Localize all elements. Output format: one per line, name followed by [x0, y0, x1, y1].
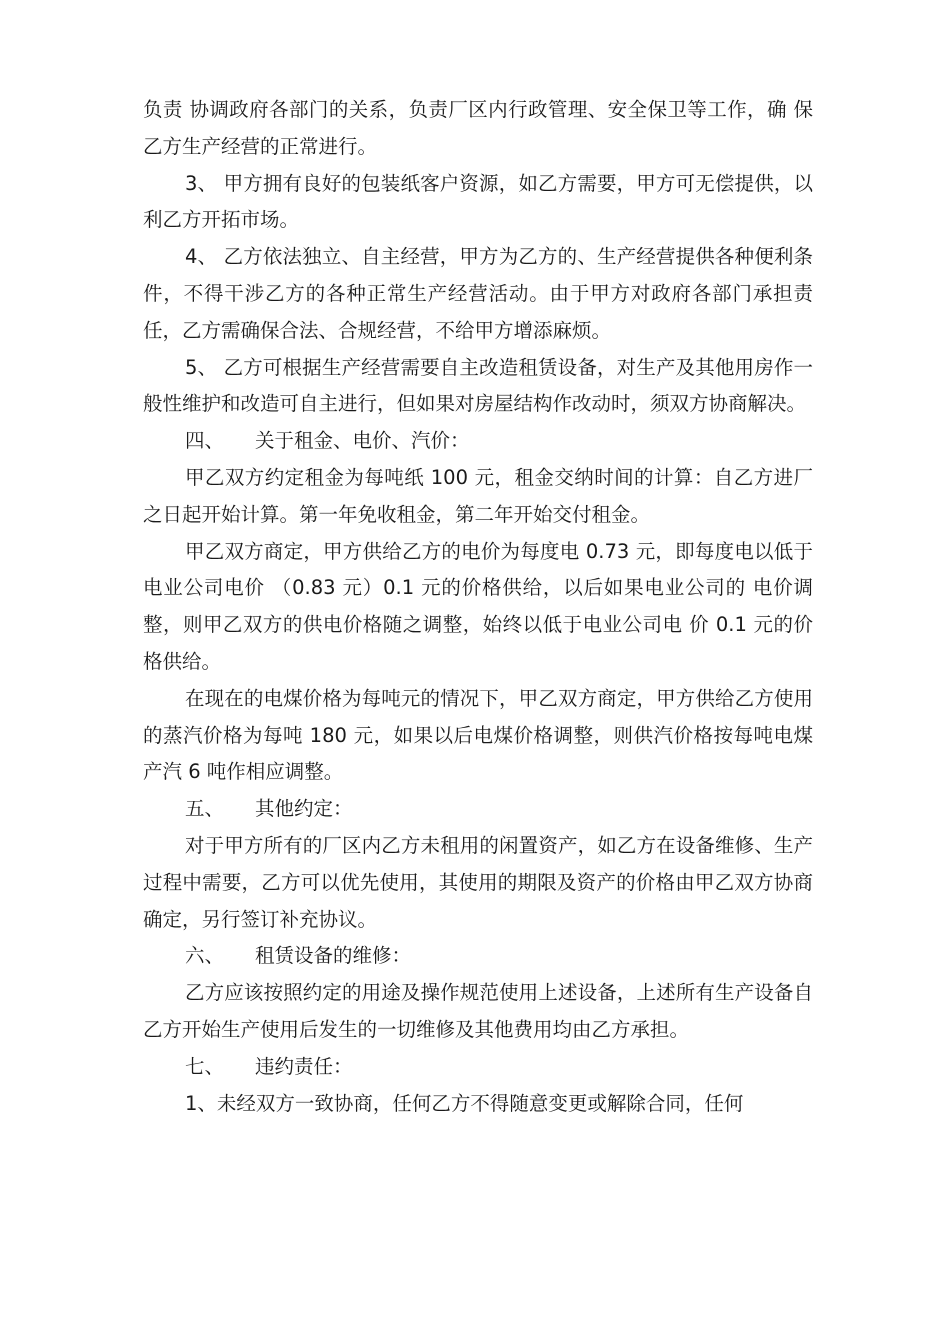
paragraph-clause-3: 3、 甲方拥有良好的包装纸客户资源，如乙方需要，甲方可无偿提供，以利乙方开拓市场。 — [143, 171, 813, 232]
section-heading-equipment-maintenance: 六、 租赁设备的维修： — [185, 944, 411, 968]
paragraph-rent: 甲乙双方约定租金为每吨纸 100 元，租金交纳时间的计算：自乙方进厂之日起开始计算。第一年免收租金，第二年开始交付租金。 — [143, 465, 813, 526]
document-body — [143, 92, 813, 1122]
section-heading-liability: 七、 违约责任： — [185, 1054, 353, 1078]
paragraph-p1: 负责 协调政府各部门的关系，负责厂区内行政管理、安全保卫等工作，确 保乙方生产经营的正常进行。 — [143, 98, 813, 158]
paragraph-liability-1: 1、未经双方一致协商，任何乙方不得随意变更或解除合同，任何 — [185, 1091, 744, 1115]
paragraph-idle-assets: 对于甲方所有的厂区内乙方未租用的闲置资产，如乙方在设备维修、生产过程中需要，乙方可以优先使用，其使用的期限及资产的价格由甲乙双方协商确定，另行签订补充协议。 — [143, 833, 813, 931]
paragraph-clause-4: 4、 乙方依法独立、自主经营，甲方为乙方的、生产经营提供各种便利条件，不得干涉乙方的各种正常生产经营活动。由于甲方对政府各部门承担责任，乙方需确保合法、合规经营，不给甲方增添麻烦。 — [143, 245, 813, 342]
paragraph-electricity-price: 甲乙双方商定，甲方供给乙方的电价为每度电 0.73 元，即每度电以低于电业公司电价 （0.83 元）0.1 元的价格供给，以后如果电业公司的 电价调整，则甲乙双方的供电价格随之调整，始终以低于电业公司电 价 0.1 元的价格供给。 — [143, 539, 813, 673]
paragraph-maintenance: 乙方应该按照约定的用途及操作规范使用上述设备，上述所有生产设备自乙方开始生产使用后发生的一切维修及其他费用均由乙方承担。 — [143, 981, 813, 1041]
paragraph-clause-5: 5、 乙方可根据生产经营需要自主改造租赁设备，对生产及其他用房作一般性维护和改造可自主进行，但如果对房屋结构作改动时，须双方协商解决。 — [143, 355, 813, 416]
paragraph-steam-price: 在现在的电煤价格为每吨元的情况下，甲乙双方商定，甲方供给乙方使用的蒸汽价格为每吨 180 元，如果以后电煤价格调整，则供汽价格按每吨电煤产汽 6 吨作相应调整。 — [143, 686, 813, 784]
section-heading-rent-electricity-steam: 四、 关于租金、电价、汽价： — [185, 429, 470, 453]
section-heading-other-agreements: 五、 其他约定： — [185, 797, 353, 821]
